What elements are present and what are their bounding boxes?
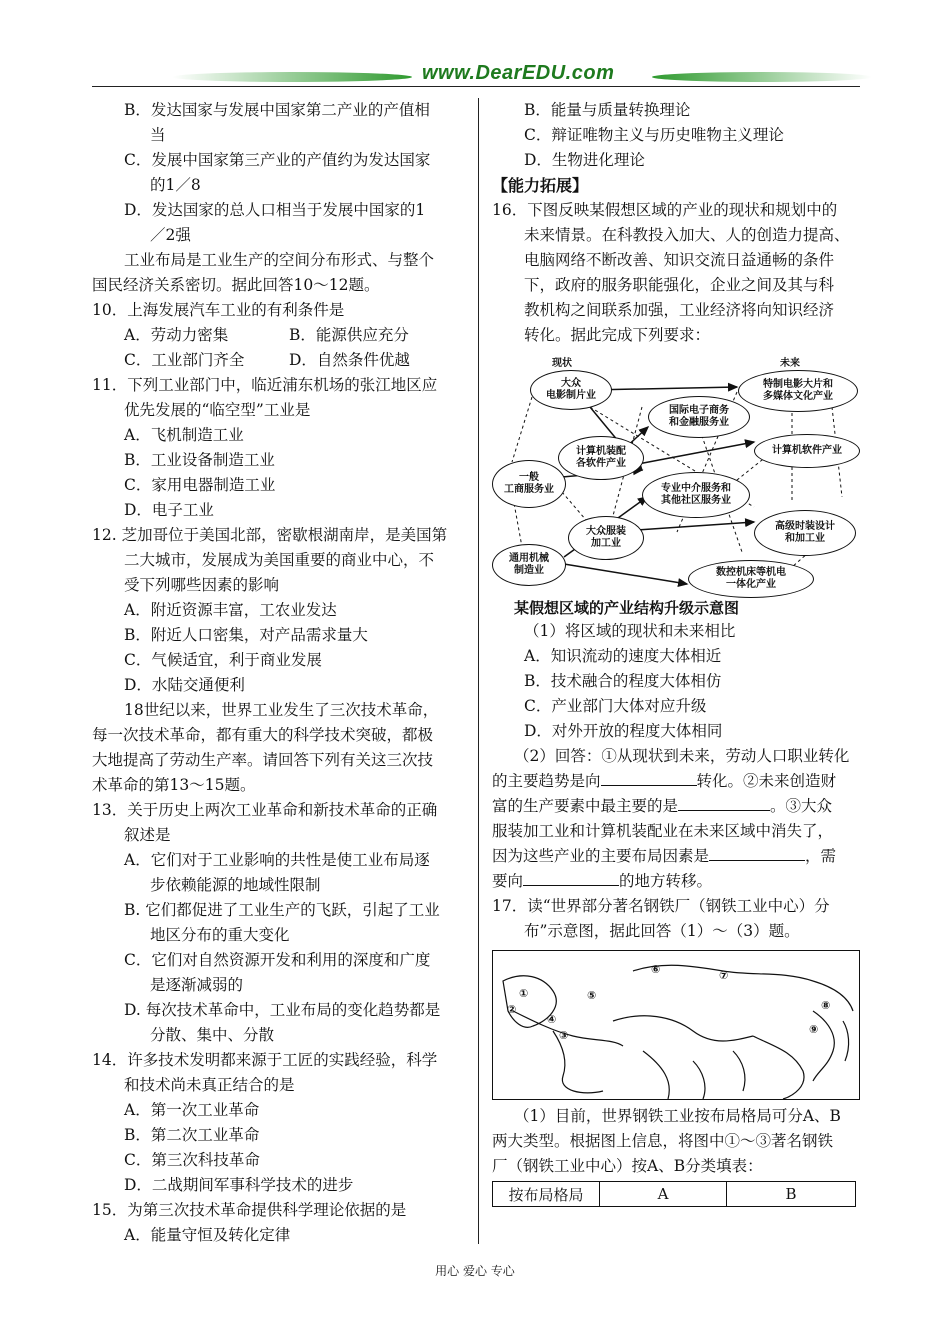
header-rule — [92, 86, 860, 87]
intro-10-12: 工业布局是工业生产的空间分布形式、与整个 — [124, 251, 435, 269]
industry-structure-diagram — [492, 352, 864, 597]
header-swoosh-right — [652, 72, 872, 82]
q12-option-b: B．附近人口密集，对产品需求量大 — [124, 626, 368, 644]
q15-option-c: C．辩证唯物主义与历史唯物主义理论 — [524, 126, 784, 144]
intro-10-12-cont: 国民经济关系密切。据此回答10～12题。 — [92, 276, 380, 294]
q12-option-d: D．水陆交通便利 — [124, 676, 245, 694]
table-header-a: A — [600, 1182, 727, 1207]
q16-stem-cont3: 下，政府的服务职能强化，企业之间及其与科 — [524, 276, 835, 294]
q9-option-d: D．发达国家的总人口相当于发展中国家的1 — [124, 201, 426, 219]
q13-option-c: C．它们对自然资源开发和利用的深度和广度 — [124, 951, 431, 969]
right-column — [492, 98, 864, 1207]
q13-option-d: D. 每次技术革命中，工业布局的变化趋势都是 — [124, 1001, 441, 1019]
q17-stem: 17．读“世界部分著名钢铁厂（钢铁工业中心）分 — [492, 897, 830, 915]
q17-stem-cont: 布”示意图，据此回答（1）～（3）题。 — [524, 922, 800, 940]
intro-13-15-cont2: 大地提高了劳动生产率。请回答下列有关这三次技 — [92, 751, 434, 769]
q16-stem-cont5: 转化。据此完成下列要求： — [524, 326, 711, 344]
diagram-label-now: 现状 — [552, 358, 572, 369]
q11-option-c: C．家用电器制造工业 — [124, 476, 276, 494]
map-mark-3: ③ — [559, 1029, 569, 1042]
q12-stem-cont2: 受下列哪些因素的影响 — [124, 576, 280, 594]
steel-centers-map — [492, 950, 860, 1100]
q16-sub2-text-d: 。③大众 — [770, 797, 833, 815]
diagram-label-future: 未来 — [780, 358, 800, 369]
q15-option-b: B．能量与质量转换理论 — [524, 101, 691, 119]
q12-option-a: A．附近资源丰富，工农业发达 — [124, 601, 337, 619]
intro-13-15-cont3: 术革命的第13～15题。 — [92, 776, 256, 794]
node-computer-assembly: 计算机装配 各软件产业 — [558, 436, 644, 480]
q10-stem: 10．上海发展汽车工业的有利条件是 — [92, 301, 345, 319]
map-mark-7: ⑦ — [719, 969, 729, 982]
q13-option-b: B. 它们都促进了工业生产的飞跃，引起了工业 — [124, 901, 440, 919]
node-ecommerce-finance: 国际电子商务 和金融服务业 — [648, 396, 750, 438]
q15-option-a: A．能量守恒及转化定律 — [124, 1226, 291, 1244]
map-mark-9: ⑨ — [809, 1023, 819, 1036]
site-brand[interactable]: www.DearEDU.com — [422, 62, 615, 84]
map-mark-1: ① — [519, 987, 529, 1000]
q11-stem: 11．下列工业部门中，临近浦东机场的张江地区应 — [92, 376, 438, 394]
node-professional-services: 专业中介服务和 其他社区服务业 — [642, 472, 750, 518]
map-mark-8: ⑧ — [821, 999, 831, 1012]
q10-option-d: D．自然条件优越 — [289, 351, 410, 369]
q16-option-b: B．技术融合的程度大体相仿 — [524, 672, 722, 690]
map-mark-2: ② — [507, 1003, 517, 1016]
q16-sub2-text-f: ，需 — [805, 847, 837, 865]
q10-option-b: B．能源供应充分 — [289, 326, 409, 344]
q17-sub1: （1）目前，世界钢铁工业按布局格局可分A、B — [514, 1107, 841, 1125]
page-footer: 用心 爱心 专心 — [435, 1264, 515, 1278]
q16-sub2: （2）回答：①从现状到未来，劳动人口职业转化 — [514, 747, 850, 765]
node-mass-film: 大众 电影制片业 — [530, 370, 612, 410]
node-general-services: 一般 工商服务业 — [492, 460, 566, 508]
q16-stem-cont4: 教机构之间联系加强，工业经济将向知识经济 — [524, 301, 835, 319]
q16-option-c: C．产业部门大体对应升级 — [524, 697, 707, 715]
q16-stem-cont2: 电脑网络不断改善、知识交流日益通畅的条件 — [524, 251, 835, 269]
node-film-multimedia: 特制电影大片和 多媒体文化产业 — [738, 370, 858, 412]
q14-option-c: C．第三次科技革命 — [124, 1151, 260, 1169]
q16-sub2-text-e: 因为这些产业的主要布局因素是 — [492, 847, 710, 865]
q15-option-d: D．生物进化理论 — [524, 151, 645, 169]
diagram-caption: 某假想区域的产业结构升级示意图 — [514, 599, 740, 617]
answer-blank-1[interactable] — [601, 771, 697, 786]
q12-stem-cont: 二大城市，发展成为美国重要的商业中心，不 — [124, 551, 435, 569]
q16-stem: 16．下图反映某假想区域的产业的现状和规划中的 — [492, 201, 838, 219]
node-software: 计算机软件产业 — [754, 434, 860, 468]
q14-option-b: B．第二次工业革命 — [124, 1126, 260, 1144]
q12-stem: 12. 芝加哥位于美国北部，密歇根湖南岸，是美国第 — [92, 526, 448, 544]
intro-13-15-cont: 每一次技术革命，都有重大的科学技术突破，都极 — [92, 726, 434, 744]
q16-sub2-line4: 服装加工业和计算机装配业在未来区域中消失了， — [492, 822, 834, 840]
intro-13-15: 18世纪以来，世界工业发生了三次技术革命， — [124, 701, 439, 719]
q9-option-c: C．发展中国家第三产业的产值约为发达国家 — [124, 151, 431, 169]
q15-stem: 15．为第三次技术革命提供科学理论依据的是 — [92, 1201, 407, 1219]
q11-option-a: A．飞机制造工业 — [124, 426, 244, 444]
node-machinery: 通用机械 制造业 — [492, 544, 566, 586]
header-swoosh-left — [172, 72, 412, 82]
q16-sub2-line5 — [492, 844, 864, 869]
q14-stem-cont: 和技术尚未真正结合的是 — [124, 1076, 295, 1094]
q16-sub2-text-h: 的地方转移。 — [619, 872, 713, 890]
q16-option-a: A．知识流动的速度大体相近 — [524, 647, 722, 665]
q10-options-ab — [92, 323, 464, 348]
q16-sub2-line3 — [492, 794, 864, 819]
node-cnc-mechatronics: 数控机床等机电 一体化产业 — [688, 560, 814, 598]
section-heading: 【能力拓展】 — [492, 176, 589, 195]
answer-blank-3[interactable] — [709, 846, 805, 861]
q13-stem: 13．关于历史上两次工业革命和新技术革命的正确 — [92, 801, 438, 819]
q12-option-c: C．气候适宜，利于商业发展 — [124, 651, 322, 669]
q17-sub1-cont: 两大类型。根据图上信息，将图中①～③著名钢铁 — [492, 1132, 834, 1150]
map-mark-5: ⑤ — [587, 989, 597, 1002]
q13-stem-cont: 叙述是 — [124, 826, 171, 844]
q9-option-d-cont: ／2强 — [150, 226, 191, 244]
q16-stem-cont: 未来情景。在科教投入加大、人的创造力提高、 — [524, 226, 850, 244]
table-header-layout: 按布局格局 — [493, 1182, 600, 1207]
q11-stem-cont: 优先发展的“临空型”工业是 — [124, 401, 311, 419]
q16-sub2-text-b: 转化。②未来创造财 — [696, 772, 837, 790]
q11-option-d: D．电子工业 — [124, 501, 214, 519]
column-divider — [478, 98, 479, 1244]
node-mass-garment: 大众服装 加工业 — [568, 516, 644, 560]
q10-option-a: A．劳动力密集 — [124, 326, 229, 344]
q16-sub2-text-c: 富的生产要素中最主要的是 — [492, 797, 679, 815]
map-mark-6: ⑥ — [651, 963, 661, 976]
q10-option-c: C．工业部门齐全 — [124, 351, 245, 369]
table-header-b: B — [727, 1182, 856, 1207]
q14-option-a: A．第一次工业革命 — [124, 1101, 260, 1119]
q16-sub2-text-a: 的主要趋势是向 — [492, 772, 601, 790]
q9-option-b-cont: 当 — [150, 126, 166, 144]
q14-option-d: D．二战期间军事科学技术的进步 — [124, 1176, 354, 1194]
q14-stem: 14．许多技术发明都来源于工匠的实践经验，科学 — [92, 1051, 438, 1069]
q11-option-b: B．工业设备制造工业 — [124, 451, 275, 469]
answer-blank-2[interactable] — [678, 796, 770, 811]
q10-options-cd — [92, 348, 464, 373]
left-column — [92, 98, 464, 1248]
q16-sub1: （1）将区域的现状和未来相比 — [524, 622, 736, 640]
q16-option-d: D．对外开放的程度大体相同 — [524, 722, 723, 740]
q9-option-c-cont: 的1／8 — [150, 176, 201, 194]
q17-sub1-cont2: 厂（钢铁工业中心）按A、B分类填表： — [492, 1157, 763, 1175]
classification-table — [492, 1181, 856, 1207]
q13-option-b-cont: 地区分布的重大变化 — [150, 926, 290, 944]
q16-sub2-text-g: 要向 — [492, 872, 524, 890]
node-fashion-design: 高级时装设计 和加工业 — [754, 510, 856, 556]
q13-option-a-cont: 步依赖能源的地域性限制 — [150, 876, 321, 894]
q13-option-a: A．它们对于工业影响的共性是使工业布局逐 — [124, 851, 430, 869]
map-mark-4: ④ — [547, 1013, 557, 1026]
q13-option-d-cont: 分散、集中、分散 — [150, 1026, 275, 1044]
q13-option-c-cont: 是逐渐减弱的 — [150, 976, 244, 994]
answer-blank-4[interactable] — [523, 871, 619, 886]
q16-sub2-line6 — [492, 869, 864, 894]
q16-sub2-line2 — [492, 769, 864, 794]
table-row — [493, 1182, 856, 1207]
page-header — [92, 62, 860, 92]
q9-option-b: B．发达国家与发展中国家第二产业的产值相 — [124, 101, 430, 119]
